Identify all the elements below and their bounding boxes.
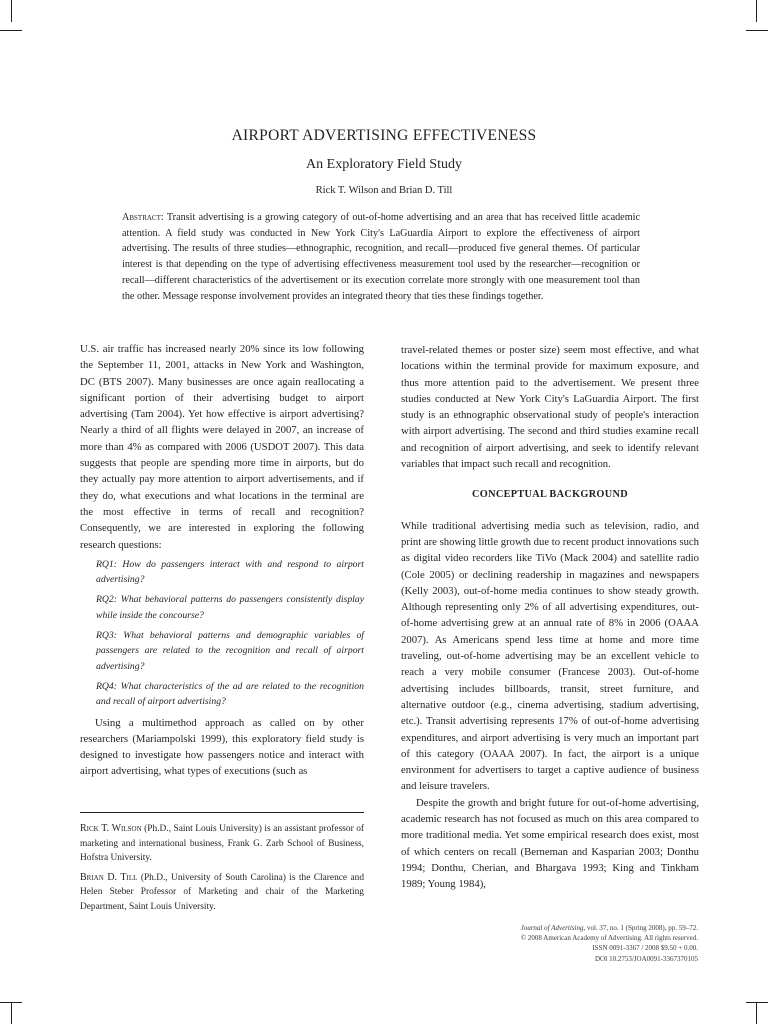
journal-copyright: © 2008 American Academy of Advertising. All rights reserved. <box>520 934 698 943</box>
abstract-label: Abstract: <box>122 212 164 223</box>
crop-mark-top-left-v <box>11 0 12 22</box>
background-paragraph-2: Despite the growth and bright future for out-of-home advertising, academic research has not focused as much on this area compared to more traditional media. Yet some empirical research does exist, most of which centers on recall (Berneman and Kasparian 2003; Donthu 1994; Donthu, Cherian, and Bhargava 1993; King and Tinkham 1989; Young 1984), <box>401 796 699 891</box>
crop-mark-top-right-h <box>746 30 768 31</box>
research-question-1: RQ1: How do passengers interact with and respond to airport advertising? <box>96 558 364 586</box>
footnote-author-1-text: (Ph.D., Saint Louis University) is an assistant professor of marketing and international business, Frank G. Zarb School of Business, Hofstra University. <box>80 824 365 864</box>
journal-citation-line <box>438 923 698 933</box>
crop-mark-bottom-right-h <box>746 1002 768 1003</box>
journal-citation: vol. 37, no. 1 (Spring 2008), pp. 59–72. <box>586 924 698 932</box>
section-heading: CONCEPTUAL BACKGROUND <box>472 489 628 501</box>
article-title: AIRPORT ADVERTISING EFFECTIVENESS <box>231 127 537 144</box>
abstract <box>122 210 640 304</box>
intro-paragraph: U.S. air traffic has increased nearly 20% since its low following the September 11, 2001, attacks in New York and Washington, DC (BTS 2007). Many businesses are once again reallocating a significant portion of their advertising budget to airport advertising (Tam 2004). Yet how effective is airport advertising? Nearly a third of all flights were delayed in 2007, an increase of more than 4% as compared with 2006 (USDOT 2007). This data suggests that people are spending more time in airports, but do they actually pay more attention to airport advertisements, and if they do, what executions and what locations in the terminal are the most effective in terms of recall and recognition? Consequently, we are interested in exploring the following research questions: <box>80 343 364 551</box>
journal-info <box>438 923 698 964</box>
article-subtitle: An Exploratory Field Study <box>306 157 462 172</box>
background-paragraph-1: While traditional advertising media such as television, radio, and print are showing little growth due to recent product innovations such as digital video recorders like TiVo (Mack 2004) and satellite radio (Cole 2005) or declining readership in magazines and newspapers (Kelly 2003), out-of-home media continues to show steady growth. Although representing only 2% of all advertising expenditures, out-of-home advertising grew at an annual rate of 8% in 2006 (OAAA 2007). As Americans spend less time at home and more time traveling, out-of-home advertising may be an excellent vehicle to reach a very mobile consumer (Francese 2003). Out-of-home advertising includes billboards, transit, street furniture, and alternative outdoor (e.g., cinema advertising, stadium advertising, etc.). Transit advertising represents 17% of out-of-home advertising expenditures, and airport advertising is very much an important part of this category (OAAA 2007). In fact, the airport is a unique environment for advertisers to target a captive audience of business and leisure travelers. <box>401 519 699 793</box>
author-footnotes <box>80 822 364 920</box>
research-question-3: RQ3: What behavioral patterns and demographic variables of passengers are related to the recognition and recall of airport advertising? <box>96 630 364 672</box>
journal-issn: ISSN 0091-3367 / 2008 $9.50 + 0.00. <box>592 944 698 953</box>
footnote-author-2-name: Brian D. Till <box>80 871 138 883</box>
footnote-author-1 <box>80 822 364 866</box>
journal-name: Journal of Advertising, <box>520 924 586 932</box>
abstract-text: Transit advertising is a growing category of out-of-home advertising and an area that has received little academic attention. A field study was conducted in New York City's LaGuardia Airport to explore the effectiveness of airport advertising. The results of three studies—ethnographic, recognition, and recall—produced five general themes. Of particular interest is that depending on the type of advertising effectiveness measurement tool used by the researcher—recognition or recall—different characteristics of the advertisement or its execution correlate more strongly with one measurement tool than the other. Message response involvement provides an integrated theory that ties these findings together. <box>122 212 640 302</box>
crop-mark-bottom-right-v <box>756 1002 757 1024</box>
crop-mark-top-left-h <box>0 30 22 31</box>
right-column <box>401 342 699 893</box>
footnote-rule <box>80 812 364 813</box>
journal-doi: DOI 10.2753/JOA0091-3367370105 <box>594 954 698 963</box>
crop-mark-bottom-left-v <box>11 1002 12 1024</box>
continuation-paragraph: travel-related themes or poster size) seem most effective, and what locations within the terminal provide for maximum exposure, and thus more attention paid to the advertisement. We present three studies conducted at New York City's LaGuardia Airport. The first study is an ethnographic observational study of people's interaction with airport advertising. The second and third studies examine recall and recognition of airport advertising, and seek to identify relevant variables that impact such recall and recognition. <box>401 344 699 471</box>
footnote-author-2 <box>80 871 364 915</box>
footnote-author-2-text: (Ph.D., University of South Carolina) is the Clarence and Helen Steber Professor of Marketing and chair of the Marketing Department, Saint Louis University. <box>80 872 365 912</box>
footnote-author-1-name: Rick T. Wilson <box>80 823 142 834</box>
left-column <box>80 341 364 780</box>
crop-mark-top-right-v <box>756 0 757 22</box>
research-question-4: RQ4: What characteristics of the ad are related to the recognition and recall of airport advertising? <box>96 680 364 708</box>
research-question-2: RQ2: What behavioral patterns do passengers consistently display while inside the concourse? <box>96 594 364 621</box>
method-paragraph: Using a multimethod approach as called on by other researchers (Mariampolski 1999), this exploratory field study is designed to investigate how passengers notice and interact with airport advertising, what types of executions (such as <box>80 716 364 778</box>
article-authors: Rick T. Wilson and Brian D. Till <box>315 185 453 196</box>
